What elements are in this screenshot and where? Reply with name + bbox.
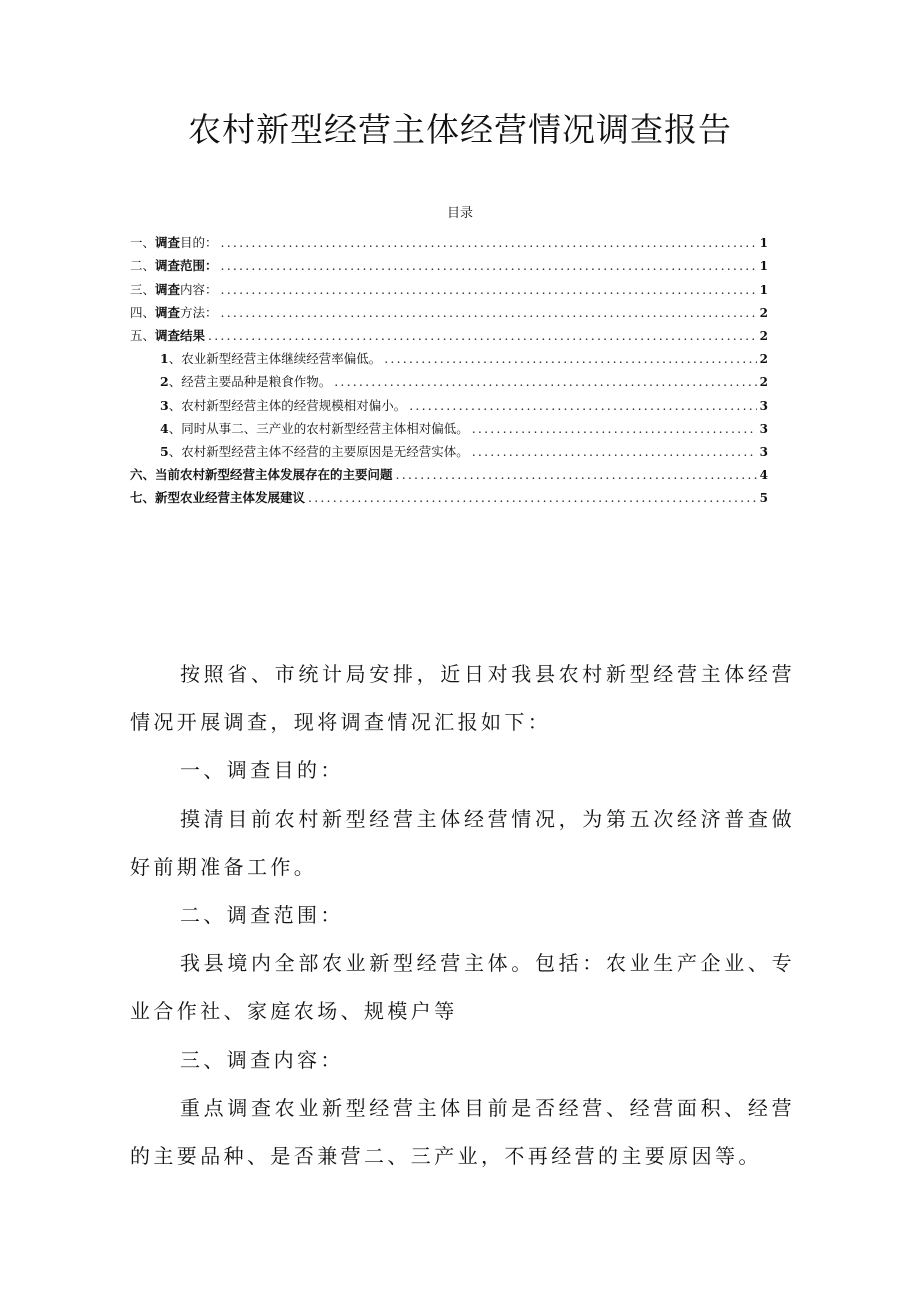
toc-page-number: 3 [759,421,768,436]
toc-page-number: 2 [759,328,768,343]
toc-leader-dots [472,420,757,438]
section-heading: 三、调查内容： [180,1047,344,1072]
toc-entry-label: 5、农村新型经营主体不经营的主要原因是无经营实体。 [160,443,469,459]
toc-page-number: 4 [759,468,768,483]
toc-page-number: 1 [759,282,768,297]
document-title: 农村新型经营主体经营情况调查报告 [188,110,732,149]
toc-leader-dots [221,281,757,299]
toc-page-number: 5 [759,491,768,506]
section-heading: 二、调查范围： [180,903,344,928]
section-heading: 一、调查目的： [180,758,344,783]
toc-page-number: 2 [759,305,768,320]
toc-entry-label: 三、调查内容： [130,281,218,297]
toc-entry[interactable] [130,322,768,345]
table-of-contents [130,229,768,507]
toc-page-number: 1 [759,259,768,274]
toc-entry-label: 二、调查范围： [130,258,218,274]
toc-entry[interactable] [130,484,768,507]
toc-entry-label: 六、当前农村新型经营主体发展存在的主要问题 [130,467,393,483]
toc-page-number: 3 [759,398,768,413]
toc-heading: 目录 [446,206,473,221]
toc-entry[interactable] [130,299,768,322]
toc-leader-dots [308,489,757,507]
toc-page-number: 3 [759,444,768,459]
toc-leader-dots [472,443,757,461]
toc-entry-label: 五、调查结果 [130,327,206,343]
toc-leader-dots [221,304,757,322]
toc-page-number: 1 [759,236,768,251]
toc-leader-dots [384,350,756,368]
toc-entry[interactable] [130,461,768,484]
toc-entry[interactable] [130,275,768,298]
toc-page-number: 2 [759,352,768,367]
toc-entry[interactable] [130,252,768,275]
toc-page-number: 2 [759,375,768,390]
toc-entry-label: 一、调查目的： [130,235,218,251]
toc-entry-label: 4、同时从事二、三产业的农村新型经营主体相对偏低。 [160,420,469,436]
body-paragraph: 摸清目前农村新型经营主体经营情况，为第五次经济普查做好前期准备工作。 [130,806,795,879]
toc-entry-label: 1、农业新型经营主体继续经营率偏低。 [160,351,382,367]
toc-subentry[interactable] [130,415,768,438]
toc-entry-label: 2、经营主要品种是粮食作物。 [160,374,332,390]
toc-subentry[interactable] [130,368,768,391]
toc-leader-dots [208,327,757,345]
body-paragraph: 我县境内全部农业新型经营主体。包括：农业生产企业、专业合作社、家庭农场、规模户等 [130,951,795,1024]
toc-leader-dots [221,234,757,252]
toc-leader-dots [221,257,757,275]
intro-paragraph: 按照省、市统计局安排，近日对我县农村新型经营主体经营情况开展调查，现将调查情况汇报如下： [130,662,795,735]
toc-subentry[interactable] [130,438,768,461]
toc-entry-label: 3、农村新型经营主体的经营规模相对偏小。 [160,397,407,413]
toc-entry[interactable] [130,229,768,252]
toc-subentry[interactable] [130,345,768,368]
body-paragraph: 重点调查农业新型经营主体目前是否经营、经营面积、经营的主要品种、是否兼营二、三产业，不再经营的主要原因等。 [130,1095,795,1169]
toc-entry-label: 四、调查方法： [130,304,218,320]
toc-leader-dots [409,397,756,415]
toc-subentry[interactable] [130,391,768,414]
toc-entry-label: 七、新型农业经营主体发展建议 [130,490,306,506]
toc-leader-dots [334,373,756,391]
toc-leader-dots [396,466,757,484]
report-body [130,650,795,1180]
